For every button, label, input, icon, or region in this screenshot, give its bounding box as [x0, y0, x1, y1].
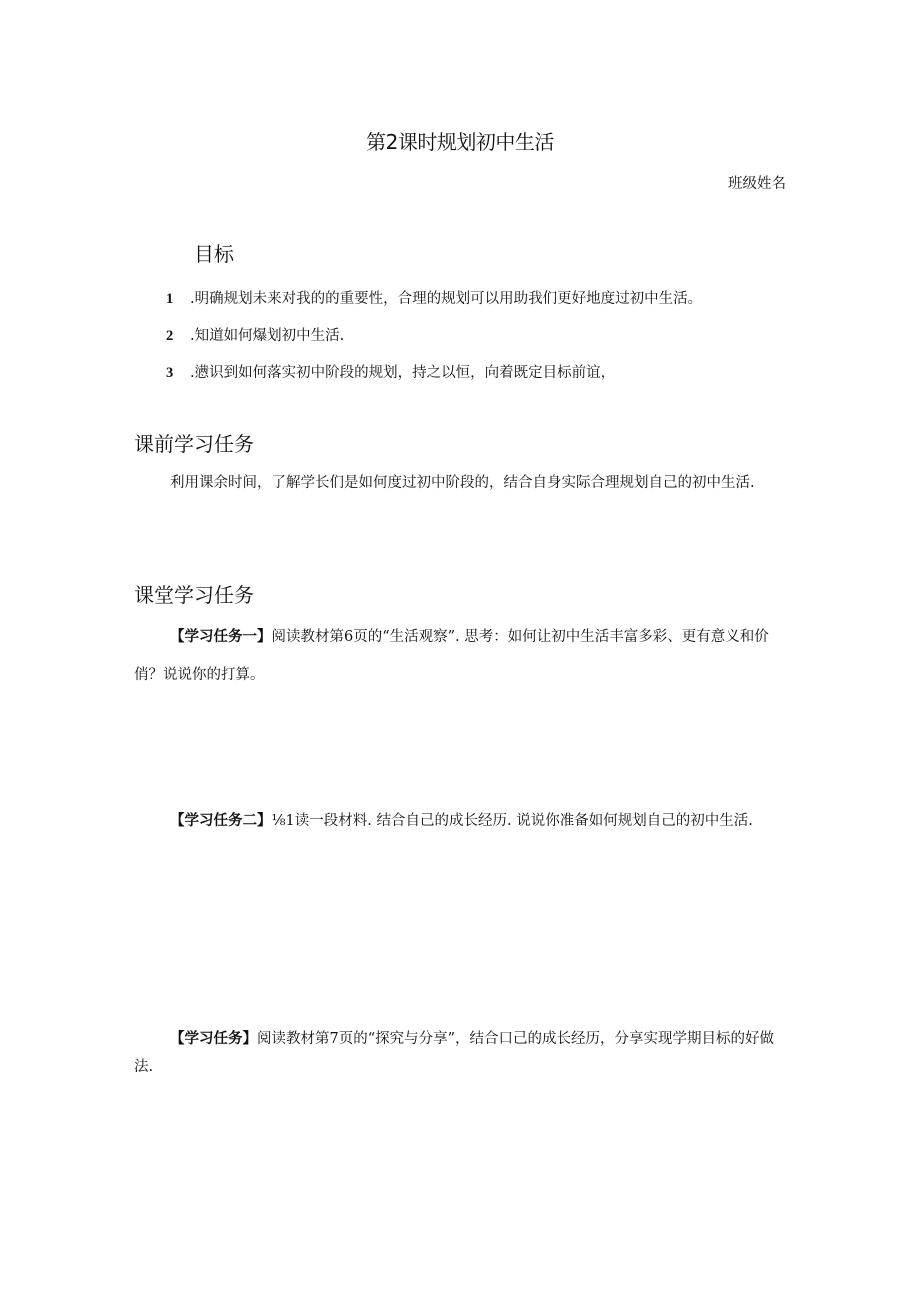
pre-class-heading: 课前学习任务	[134, 432, 254, 456]
goal-item	[166, 287, 702, 308]
task-text: 阅读教材第7页的“探究与分享”，结合口己的成长经历，分享实现学期目标的好做法.	[134, 1031, 775, 1075]
goal-number: 1	[166, 291, 174, 307]
class-name-field: 班级姓名	[728, 176, 786, 192]
learning-task-3	[134, 1025, 784, 1081]
task-label: 【学习任务】	[170, 1030, 257, 1047]
in-class-heading: 课堂学习任务	[134, 583, 254, 607]
task-text: ⅛1读一段材料. 结合自己的成长经历. 说说你准备如何规划自己的初中生活.	[271, 813, 753, 829]
goal-text: .懑识到如何落实初中阶段的规划，持之以恒，向着既定目标前谊，	[190, 365, 616, 381]
goal-item	[166, 361, 615, 382]
learning-task-1	[134, 618, 784, 694]
task-text: 阅读教材第6页的“生活观察”. 思考：如何让初中生活丰富多彩、更有意义和价俏？说说你的打算。	[134, 629, 769, 683]
learning-task-2	[134, 802, 784, 840]
page-title: 第2课时规划初中生活	[366, 130, 554, 154]
pre-class-text: 利用课余时间，了解学长们是如何度过初中阶段的，结合自身实际合理规划自己的初中生活.	[170, 475, 755, 491]
goal-text: .明确规划未来对我的的重要性，合理的规划可以用助我们更好地度过初中生活。	[190, 291, 703, 307]
goal-number: 2	[166, 328, 174, 344]
task-label: 【学习任务一】	[170, 628, 272, 645]
task-label: 【学习任务二】	[170, 812, 272, 829]
goals-heading: 目标	[194, 242, 234, 266]
goal-number: 3	[166, 365, 174, 381]
goal-item	[166, 324, 344, 345]
goal-text: .知道如何爆划初中生活.	[190, 328, 345, 344]
